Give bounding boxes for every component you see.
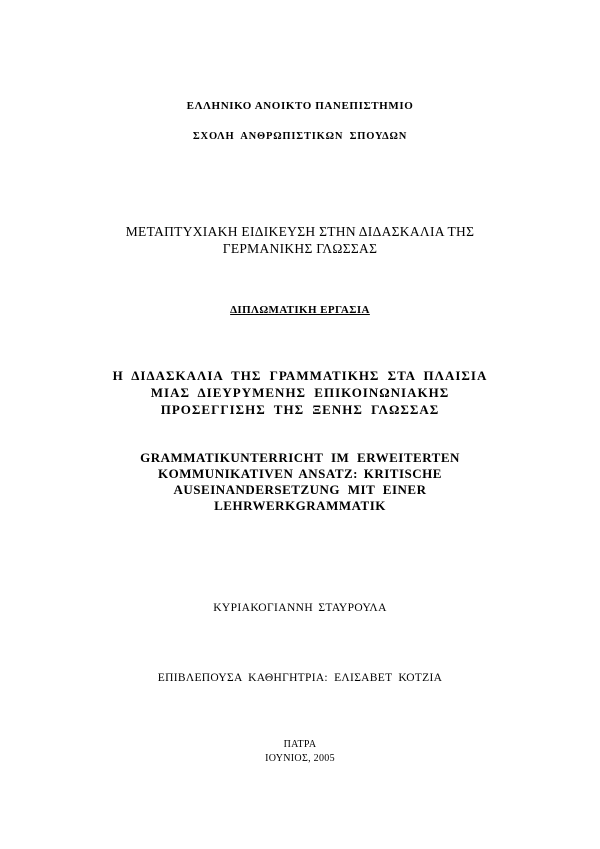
author-name: ΚΥΡΙΑΚΟΓΙΑΝΝΗ ΣΤΑΥΡΟΥΛΑ xyxy=(213,602,387,614)
school-name: ΣΧΟΛΗ ΑΝΘΡΩΠΙΣΤΙΚΩΝ ΣΠΟΥΔΩΝ xyxy=(192,131,408,142)
german-title-line-2: KOMMUNIKATIVEN ANSATZ: KRITISCHE xyxy=(158,466,442,481)
greek-title-line-2: ΜΙΑΣ ΔΙΕΥΡΥΜΕΝΗΣ ΕΠΙΚΟΙΝΩΝΙΑΚΗΣ xyxy=(150,385,450,400)
document-type: ΔΙΠΛΩΜΑΤΙΚΗ ΕΡΓΑΣΙΑ xyxy=(230,304,370,316)
german-title-line-4: LEHRWERKGRAMMATIK xyxy=(214,498,386,513)
city: ΠΑΤΡΑ xyxy=(283,739,317,750)
german-title-line-1: GRAMMATIKUNTERRICHT IM ERWEITERTEN xyxy=(140,450,460,465)
date: ΙΟΥΝΙΟΣ, 2005 xyxy=(265,753,335,764)
greek-title-line-1: Η ΔΙΔΑΣΚΑΛΙΑ ΤΗΣ ΓΡΑΜΜΑΤΙΚΗΣ ΣΤΑ ΠΛΑΙΣΙΑ xyxy=(112,368,488,383)
university-name: ΕΛΛΗΝΙΚΟ ΑΝΟΙΚΤΟ ΠΑΝΕΠΙΣΤΗΜΙΟ xyxy=(186,100,414,112)
supervisor-line: ΕΠΙΒΛΕΠΟΥΣΑ ΚΑΘΗΓΗΤΡΙΑ: ΕΛΙΣΑΒΕΤ ΚΟΤΖΙΑ xyxy=(157,672,443,684)
program-line-1: ΜΕΤΑΠΤΥΧΙΑΚΗ ΕΙΔΙΚΕΥΣΗ ΣΤΗΝ ΔΙΔΑΣΚΑΛΙΑ ΤΗΣ xyxy=(125,224,475,239)
greek-title-line-3: ΠΡΟΣΕΓΓΙΣΗΣ ΤΗΣ ΞΕΝΗΣ ΓΛΩΣΣΑΣ xyxy=(160,402,440,417)
german-title-line-3: AUSEINANDERSETZUNG MIT EINER xyxy=(173,482,427,497)
program-line-2: ΓΕΡΜΑΝΙΚΗΣ ΓΛΩΣΣΑΣ xyxy=(222,241,378,256)
